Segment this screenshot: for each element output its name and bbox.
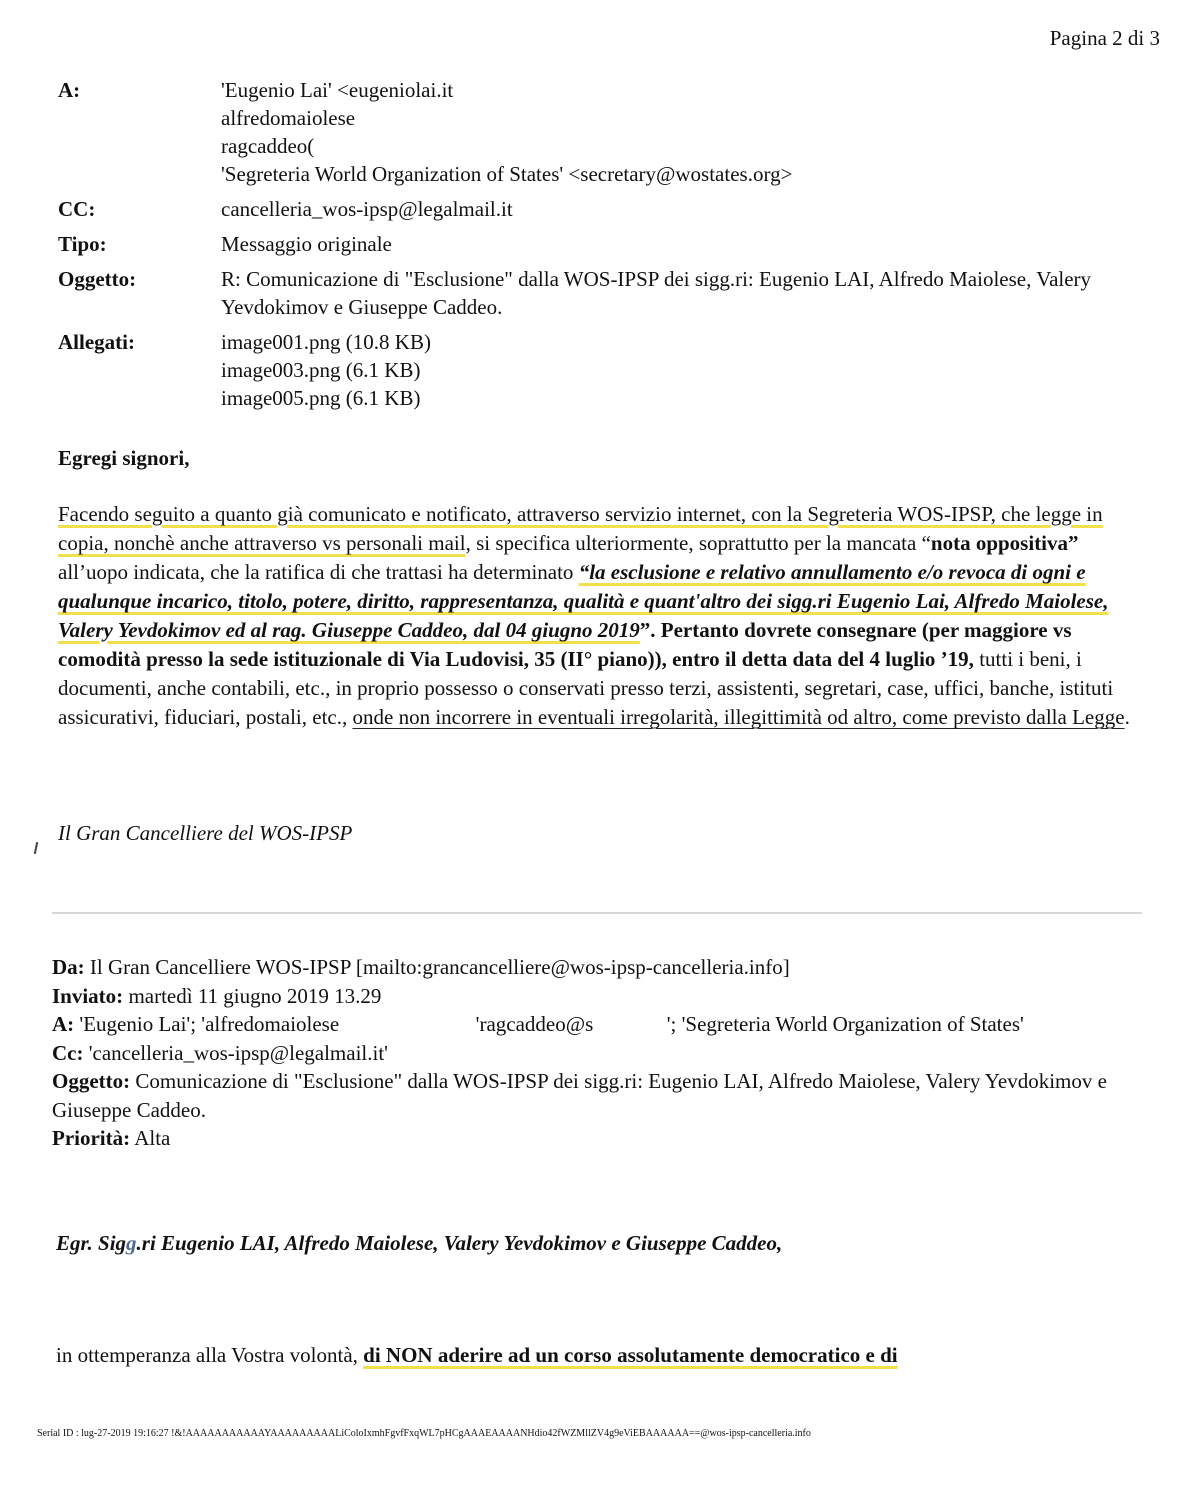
bold-text: ”. Pertanto dovrete consegnare (per maggiore vs comodità presso la sede istituzionale di Via Ludovisi, 35 (II° piano)), entro il detta data del 4 luglio ’19, xyxy=(58,618,1072,671)
to-recipient: ragcaddeo( xyxy=(221,134,315,158)
type-label: Tipo: xyxy=(58,232,107,256)
divider xyxy=(52,912,1142,914)
to-recipient: 'Segreteria World Organization of States' <secretary@wostates.org> xyxy=(221,162,793,186)
to-recipients xyxy=(221,76,1138,188)
cc-value: 'cancelleria_wos-ipsp@legalmail.it' xyxy=(83,1040,388,1065)
cc-line xyxy=(52,1039,1142,1068)
cc-value: cancelleria_wos-ipsp@legalmail.it xyxy=(221,197,513,221)
highlighted-text: Facendo seguito a quanto già comunicato e notificato, attraverso servizio internet, con la Segreteria WOS-IPSP, che legge in copia, nonchè anche attraverso vs personali mail xyxy=(58,502,1103,555)
subject-row xyxy=(58,265,1138,321)
to-value: 'Eugenio Lai'; 'alfredomaiolese 'ragcaddeo@s '; 'Segreteria World Organization of States' xyxy=(74,1012,1024,1036)
body-last-line xyxy=(56,1343,898,1368)
to-row xyxy=(58,76,1138,188)
body-text: . xyxy=(1124,705,1130,729)
subject-label: Oggetto: xyxy=(58,267,137,291)
subject-value: Comunicazione di "Esclusione" dalla WOS-IPSP dei sigg.ri: Eugenio LAI, Alfredo Maiolese, Valery Yevdokimov e Giuseppe Caddeo. xyxy=(52,1069,1107,1122)
salutation-part: .ri Eugenio LAI, Alfredo Maiolese, Valery Yevdokimov e Giuseppe Caddeo, xyxy=(136,1231,783,1255)
message-body xyxy=(58,500,1143,732)
highlighted-text: di NON aderire ad un corso assolutamente democratico e di xyxy=(363,1343,898,1367)
to-recipient: alfredomaiolese xyxy=(221,106,356,130)
priority-line xyxy=(52,1124,1142,1153)
to-line xyxy=(52,1010,1142,1039)
cc-label: Cc: xyxy=(52,1040,84,1065)
serial-id: Serial ID : lug-27-2019 19:16:27 !&!AAAAAAAAAAAYAAAAAAAAALiColoIxmhFgvfFxqWL7pHCgAAAEAAAANHdio42fWZMllZV4g9eViEBAAAAAA==@wos-ipsp-cancelleria.info xyxy=(37,1428,811,1439)
sent-line xyxy=(52,982,1142,1011)
salutation xyxy=(56,1231,782,1256)
email-header xyxy=(58,76,1138,419)
body-text: all’uopo indicata, che la ratifica di che trattasi ha determinato xyxy=(58,560,579,584)
attachment-item[interactable]: image003.png (6.1 KB) xyxy=(221,358,421,382)
to-recipient: 'Eugenio Lai' <eugeniolai.it xyxy=(221,78,454,102)
subject-value: R: Comunicazione di "Esclusione" dalla WOS-IPSP dei sigg.ri: Eugenio LAI, Alfredo Maiolese, Valery Yevdokimov e Giuseppe Caddeo. xyxy=(221,267,1092,319)
to-label: A: xyxy=(58,78,81,102)
stray-mark xyxy=(34,842,38,854)
to-label: A: xyxy=(52,1012,75,1036)
attachments-list xyxy=(221,328,1138,412)
bold-text: nota oppositiva” xyxy=(930,531,1079,555)
body-text: , si specifica ulteriormente, soprattutto per la mancata “ xyxy=(465,531,931,555)
priority-label: Priorità: xyxy=(52,1126,131,1150)
page-number: Pagina 2 di 3 xyxy=(1049,26,1160,50)
body-text: tutti i beni, i documenti, anche contabili, etc., in proprio possesso o conservati presso terzi, assistenti, segretari, case, uffici, banche, istituti assicurativi, fiduciari, postali, etc., xyxy=(58,647,1114,729)
cc-label: CC: xyxy=(58,197,96,221)
salutation-part: Egr. Sig xyxy=(56,1231,127,1255)
subject-line xyxy=(52,1067,1142,1124)
signature: Il Gran Cancelliere del WOS-IPSP xyxy=(58,821,353,845)
priority-value: Alta xyxy=(130,1126,171,1150)
original-message-header xyxy=(52,953,1142,1153)
from-label: Da: xyxy=(52,955,85,979)
underlined-text: onde non incorrere in eventuali irregolarità, illegittimità od altro, come previsto dalla Legge xyxy=(352,705,1125,729)
subject-label: Oggetto: xyxy=(52,1069,131,1093)
from-value: Il Gran Cancelliere WOS-IPSP [mailto:grancancelliere@wos-ipsp-cancelleria.info] xyxy=(84,955,790,979)
sent-label: Inviato: xyxy=(52,983,124,1008)
cc-row xyxy=(58,195,1138,223)
type-value: Messaggio originale xyxy=(221,232,392,256)
attachment-item[interactable]: image001.png (10.8 KB) xyxy=(221,330,431,354)
attachments-row xyxy=(58,328,1138,412)
from-line xyxy=(52,953,1142,982)
attachments-label: Allegati: xyxy=(58,330,135,354)
sent-value: martedì 11 giugno 2019 13.29 xyxy=(123,983,382,1008)
salutation-part: g xyxy=(126,1231,137,1255)
highlighted-quote: “la esclusione e relativo annullamento e/o revoca di ogni e qualunque incarico, titolo, potere, diritto, rappresentanza, qualità e quant'altro dei sigg.ri Eugenio Lai, Alfredo Maiolese, Valery Yevdokimov ed al rag. Giuseppe Caddeo, dal 04 giugno 2019 xyxy=(58,560,1109,642)
attachment-item[interactable]: image005.png (6.1 KB) xyxy=(221,386,421,410)
type-row xyxy=(58,230,1138,258)
body-text: in ottemperanza alla Vostra volontà, xyxy=(56,1343,364,1367)
greeting: Egregi signori, xyxy=(58,446,190,470)
